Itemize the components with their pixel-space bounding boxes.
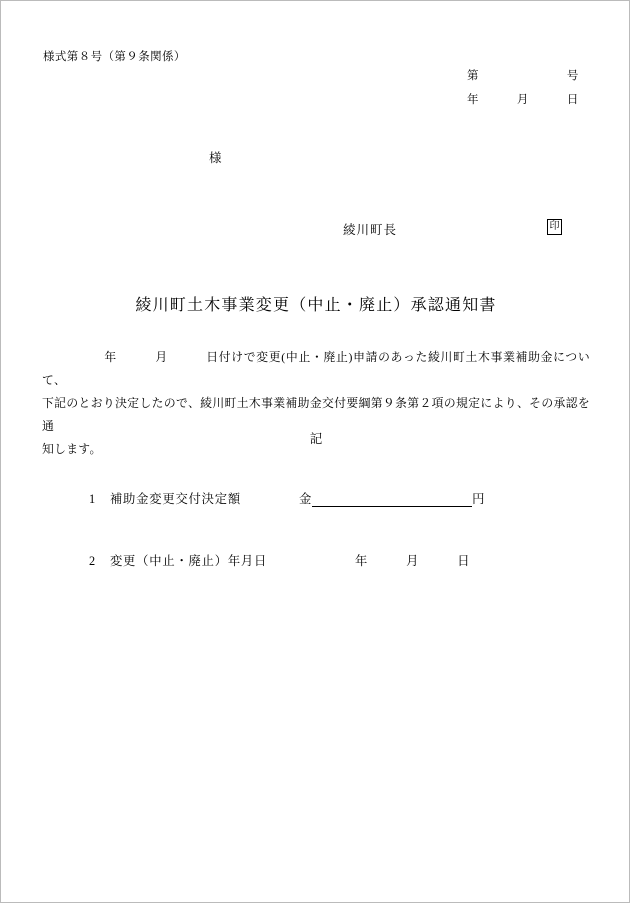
ki-heading: 記 bbox=[309, 432, 323, 446]
item-1 bbox=[89, 489, 241, 507]
page-title: 綾川町土木事業変更（中止・廃止）承認通知書 bbox=[135, 297, 497, 314]
issuer-name: 綾川町長 bbox=[343, 223, 398, 237]
document-number-row bbox=[467, 67, 579, 83]
document-number-label: 第 bbox=[467, 70, 479, 82]
item-1-number: 1 bbox=[89, 492, 96, 506]
body-text-line3: 知します。 bbox=[42, 442, 102, 456]
item-1-label: 補助金変更交付決定額 bbox=[109, 492, 241, 506]
body-text-line2: 下記のとおり決定したので、綾川町土木事業補助金交付要綱第９条第２項の規定により、その承認を通 bbox=[42, 396, 590, 433]
date-month-label: 月 bbox=[516, 94, 529, 106]
form-number: 様式第８号（第９条関係） bbox=[43, 51, 186, 63]
seal-stamp: 印 bbox=[547, 219, 562, 235]
item-1-value bbox=[299, 489, 485, 507]
item-2-day-label: 日 bbox=[457, 554, 471, 568]
item-2-month-label: 月 bbox=[406, 554, 420, 568]
amount-blank-line bbox=[312, 491, 472, 507]
document-number-unit: 号 bbox=[566, 70, 579, 82]
amount-prefix: 金 bbox=[299, 492, 313, 506]
addressee-honorific: 様 bbox=[209, 151, 222, 165]
item-2 bbox=[89, 551, 267, 569]
date-day-label: 日 bbox=[566, 94, 579, 106]
body-year-label: 年 bbox=[104, 350, 117, 364]
document-date-row bbox=[467, 91, 579, 107]
item-2-number: 2 bbox=[89, 554, 96, 568]
body-month-label: 月 bbox=[154, 350, 168, 364]
item-2-date bbox=[355, 551, 470, 569]
body-text-line1: 日付けで変更(中止・廃止)申請のあった綾川町土木事業補助金について、 bbox=[42, 350, 590, 387]
item-2-year-label: 年 bbox=[355, 554, 369, 568]
amount-suffix: 円 bbox=[472, 492, 486, 506]
item-2-label: 変更（中止・廃止）年月日 bbox=[109, 554, 268, 568]
date-year-label: 年 bbox=[467, 94, 479, 106]
